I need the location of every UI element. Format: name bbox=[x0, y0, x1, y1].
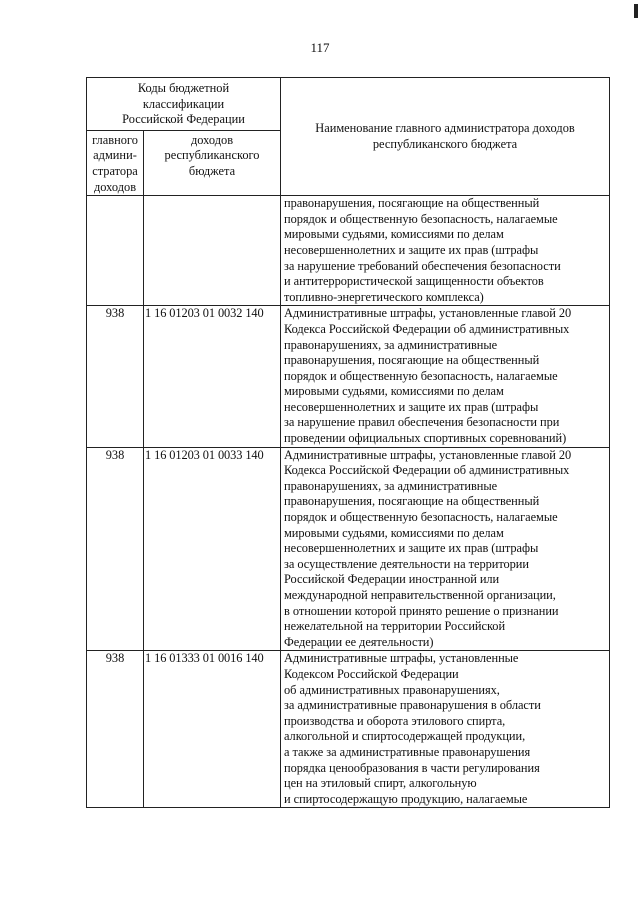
admin-code-cell bbox=[87, 196, 144, 306]
table-body bbox=[87, 196, 610, 808]
description-line: за административные правонарушения в области bbox=[284, 698, 541, 713]
description-line: несовершеннолетних и защите их прав (штрафы bbox=[284, 541, 539, 556]
description-line: Кодекса Российской Федерации об административных bbox=[284, 463, 570, 478]
table-row bbox=[87, 196, 610, 306]
admin-code-cell: 938 bbox=[87, 306, 144, 447]
income-code-cell: 1 16 01203 01 0032 140 bbox=[144, 306, 281, 447]
admin-code-cell: 938 bbox=[87, 447, 144, 651]
header-line: республиканского bbox=[164, 148, 260, 163]
table-row bbox=[87, 447, 610, 651]
income-code-cell: 1 16 01203 01 0033 140 bbox=[144, 447, 281, 651]
description-line: несовершеннолетних и защите их прав (штрафы bbox=[284, 242, 539, 257]
description-line: мировыми судьями, комиссиями по делам bbox=[284, 384, 504, 399]
description-line: правонарушения, посягающие на общественный bbox=[284, 196, 540, 211]
description-line: Административные штрафы, установленные главой 20 bbox=[284, 306, 572, 321]
header-row-top bbox=[87, 78, 610, 131]
header-line: главного bbox=[92, 132, 138, 147]
table-row bbox=[87, 306, 610, 447]
description-line: в отношении которой принято решение о признании bbox=[284, 603, 559, 618]
description-line: за нарушение правил обеспечения безопасности при bbox=[284, 415, 560, 430]
description-line: производства и оборота этилового спирта, bbox=[284, 713, 506, 728]
description-line: проведении официальных спортивных соревнований) bbox=[284, 431, 567, 446]
header-line: республиканского бюджета bbox=[372, 136, 518, 151]
description-line: цен на этиловый спирт, алкогольную bbox=[284, 776, 477, 791]
scan-edge-mark bbox=[634, 4, 638, 18]
description-cell bbox=[281, 651, 610, 808]
description-line: и антитеррористической защищенности объектов bbox=[284, 274, 544, 289]
description-line: об административных правонарушениях, bbox=[284, 682, 500, 697]
header-line: доходов bbox=[93, 179, 137, 194]
description-line: топливно-энергетического комплекса) bbox=[284, 289, 484, 304]
description-line: Административные штрафы, установленные главой 20 bbox=[284, 447, 572, 462]
description-line: правонарушения, посягающие на общественный bbox=[284, 353, 540, 368]
header-line: бюджета bbox=[188, 163, 236, 178]
admin-code-cell: 938 bbox=[87, 651, 144, 808]
header-line: админи- bbox=[93, 148, 137, 163]
description-line: международной неправительственной организации, bbox=[284, 588, 556, 602]
description-line: порядок и общественную безопасность, налагаемые bbox=[284, 368, 558, 383]
description-line: алкогольной и спиртосодержащей продукции, bbox=[284, 729, 526, 744]
budget-codes-table bbox=[86, 77, 610, 808]
header-income-code bbox=[144, 130, 281, 195]
header-line: Коды бюджетной bbox=[137, 81, 230, 95]
description-cell bbox=[281, 306, 610, 447]
header-admin-code bbox=[87, 130, 144, 195]
description-line: Административные штрафы, установленные bbox=[284, 651, 519, 666]
description-line: а также за административные правонарушения bbox=[284, 744, 531, 759]
description-line: и спиртосодержащую продукцию, налагаемые bbox=[284, 791, 528, 806]
header-line: доходов bbox=[190, 132, 234, 147]
description-line: правонарушениях, за административные bbox=[284, 478, 498, 493]
header-classification-codes bbox=[87, 78, 281, 131]
description-cell bbox=[281, 196, 610, 306]
header-line: Российской Федерации bbox=[122, 112, 245, 127]
description-line: порядок и общественную безопасность, налагаемые bbox=[284, 510, 558, 525]
income-code-cell: 1 16 01333 01 0016 140 bbox=[144, 651, 281, 808]
page-number: 117 bbox=[310, 40, 330, 55]
description-line: за осуществление деятельности на территории bbox=[284, 556, 529, 571]
description-line: за нарушение требований обеспечения безопасности bbox=[284, 258, 561, 273]
description-line: порядка ценообразования в части регулирования bbox=[284, 760, 540, 775]
description-line: несовершеннолетних и защите их прав (штрафы bbox=[284, 399, 539, 414]
description-line: Кодексом Российской Федерации bbox=[284, 666, 459, 681]
description-line: Федерации ее деятельности) bbox=[284, 634, 434, 649]
header-line: Наименование главного администратора доходов bbox=[315, 120, 575, 135]
table-row bbox=[87, 651, 610, 808]
description-line: Кодекса Российской Федерации об административных bbox=[284, 321, 570, 336]
income-code-cell bbox=[144, 196, 281, 306]
header-administrator-name bbox=[281, 78, 610, 196]
header-line: стратора bbox=[92, 163, 138, 178]
description-line: правонарушениях, за административные bbox=[284, 337, 498, 352]
description-line: нежелательной на территории Российской bbox=[284, 619, 506, 634]
header-line: классификации bbox=[142, 96, 225, 111]
description-line: мировыми судьями, комиссиями по делам bbox=[284, 227, 504, 242]
description-cell bbox=[281, 447, 610, 651]
description-line: Российской Федерации иностранной или bbox=[284, 572, 500, 587]
description-line: порядок и общественную безопасность, налагаемые bbox=[284, 211, 558, 226]
description-line: правонарушения, посягающие на общественный bbox=[284, 494, 540, 509]
description-line: мировыми судьями, комиссиями по делам bbox=[284, 525, 504, 540]
